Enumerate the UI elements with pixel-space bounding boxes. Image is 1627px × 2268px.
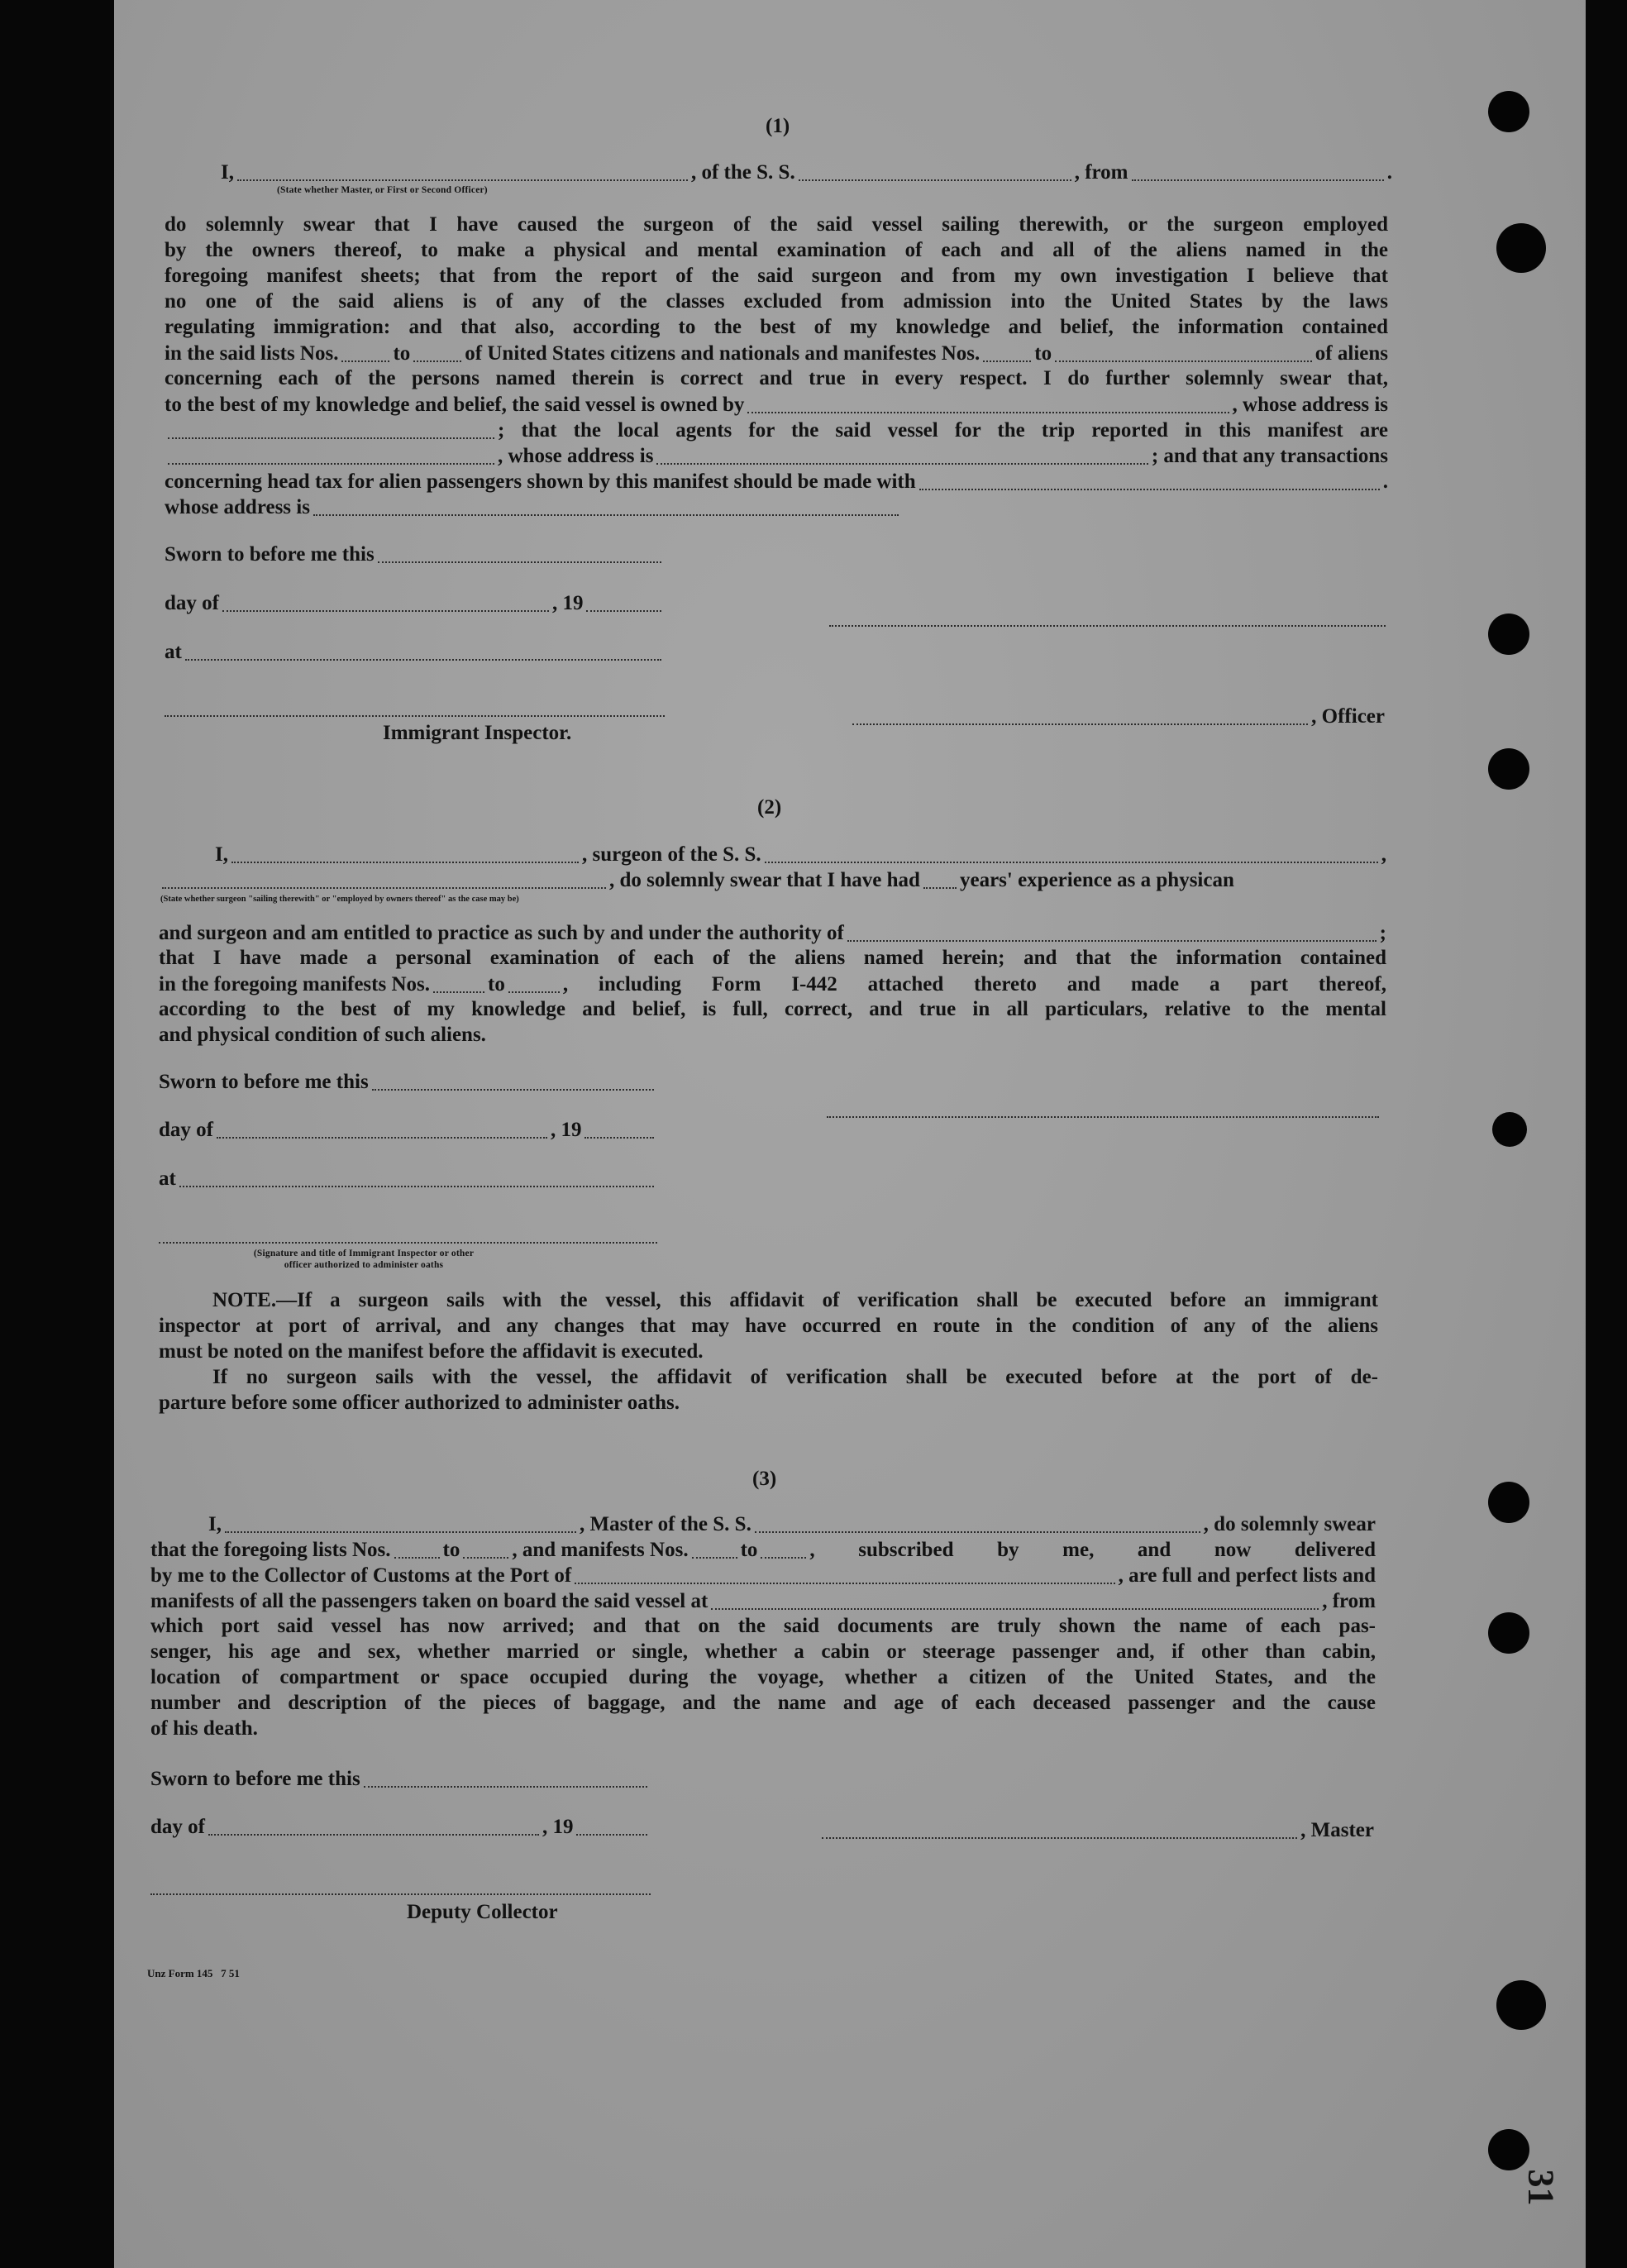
section-3-line-4: manifests of all the passengers taken on board the said vessel at , from bbox=[150, 1590, 1376, 1612]
sworn-place-field[interactable] bbox=[185, 658, 661, 661]
owner-field[interactable] bbox=[747, 411, 1229, 413]
agents-field[interactable] bbox=[168, 462, 494, 465]
section-3-paragraph-line: location of compartment or space occupied during the voyage, whether a citizen of the United States, and the bbox=[150, 1666, 1376, 1688]
section-3-paragraph-line: senger, his age and sex, whether married or single, whether a cabin or steerage passenger and, if other than cabin, bbox=[150, 1640, 1376, 1663]
section-2-dayof-line: day of , 19 bbox=[159, 1119, 657, 1142]
form-number: Unz Form 145 7 51 bbox=[147, 1967, 240, 1979]
punch-hole bbox=[1488, 2129, 1529, 2170]
master-lists-to-field[interactable] bbox=[463, 1556, 508, 1559]
section-1-paragraph-line: regulating immigration: and that also, according to the best of my knowledge and belief, the information contained bbox=[165, 316, 1388, 338]
vessel-name-field[interactable] bbox=[799, 179, 1071, 181]
section-1-paragraph-line: no one of the said aliens is of any of the classes excluded from admission into the United States by the laws bbox=[165, 290, 1388, 313]
officer-signature-line[interactable] bbox=[829, 625, 1386, 627]
section-2-at-line: at bbox=[159, 1167, 657, 1191]
punch-hole bbox=[1488, 614, 1529, 655]
section-1-owner-line: to the best of my knowledge and belief, the said vessel is owned by , whose address is bbox=[165, 394, 1388, 416]
surgeon-sworn-place-field[interactable] bbox=[179, 1185, 654, 1187]
surgeon-name-field[interactable] bbox=[231, 861, 579, 863]
master-name-field[interactable] bbox=[225, 1530, 576, 1533]
surgeon-signature-line[interactable] bbox=[827, 1116, 1379, 1118]
master-sworn-year-field[interactable] bbox=[576, 1833, 647, 1836]
section-1-paragraph-line: by the owners thereof, to make a physical and mental examination of each and all of the aliens named in the bbox=[165, 239, 1388, 261]
note-line: must be noted on the manifest before the affidavit is executed. bbox=[159, 1340, 704, 1363]
punch-hole bbox=[1496, 223, 1546, 273]
section-2-paragraph-line: according to the best of my knowledge and belief, is full, correct, and true in all particulars, relative to the mental bbox=[159, 998, 1386, 1020]
section-1-dayof-line: day of , 19 bbox=[165, 592, 665, 615]
section-3-dayof-line: day of , 19 bbox=[150, 1816, 651, 1839]
section-3-heading: (3) bbox=[752, 1468, 777, 1490]
master-sworn-day-field[interactable] bbox=[364, 1785, 647, 1788]
section-1-address-line: whose address is bbox=[165, 496, 902, 519]
punch-hole bbox=[1492, 1112, 1527, 1147]
section-1-heading: (1) bbox=[766, 115, 790, 137]
section-2-line-1: I, , surgeon of the S. S. , bbox=[215, 843, 1386, 866]
section-1-agents-line: ; that the local agents for the said vessel for the trip reported in this manifest are bbox=[165, 419, 1388, 442]
section-3-master-line: , Master bbox=[818, 1819, 1374, 1842]
surgeon-sworn-day-field[interactable] bbox=[372, 1088, 654, 1091]
surgeon-sworn-month-field[interactable] bbox=[217, 1136, 547, 1139]
lists-to-field[interactable] bbox=[413, 360, 461, 362]
surgeon-manifests-to-field[interactable] bbox=[508, 991, 560, 993]
note-line: If no surgeon sails with the vessel, the affidavit of verification shall be executed before at the port of de- bbox=[212, 1366, 1378, 1388]
section-3-line-1: I, , Master of the S. S. , do solemnly swear bbox=[208, 1513, 1376, 1535]
lists-from-field[interactable] bbox=[341, 360, 389, 362]
section-2-authority-line: and surgeon and am entitled to practice as such by and under the authority of ; bbox=[159, 922, 1386, 944]
note-line: NOTE.—If a surgeon sails with the vessel, this affidavit of verification shall be executed before an immigrant bbox=[212, 1289, 1378, 1311]
section-2-sworn-line: Sworn to before me this bbox=[159, 1071, 657, 1094]
section-3-paragraph-line: number and description of the pieces of baggage, and the name and age of each deceased passenger and the cause bbox=[150, 1692, 1376, 1714]
section-2-manifests-line: in the foregoing manifests Nos. to , including Form I-442 attached thereto and made a part thereof, bbox=[159, 973, 1386, 996]
manifests-from-field[interactable] bbox=[983, 360, 1031, 362]
authority-field[interactable] bbox=[847, 939, 1377, 942]
surgeon-manifests-from-field[interactable] bbox=[433, 991, 484, 993]
headtax-contact-field[interactable] bbox=[919, 488, 1380, 490]
immigrant-inspector-label: Immigrant Inspector. bbox=[383, 722, 572, 744]
inspector-signature-line[interactable] bbox=[165, 715, 665, 717]
surgeon-status-field[interactable] bbox=[162, 886, 606, 889]
headtax-address-field[interactable] bbox=[313, 513, 899, 516]
section-1-paragraph-line: concerning each of the persons named therein is correct and true in every respect. I do further solemnly swear that, bbox=[165, 367, 1388, 389]
manifests-to-field[interactable] bbox=[1055, 360, 1312, 362]
section-2-paragraph-line: that I have made a personal examination of each of the aliens named herein; and that the information contained bbox=[159, 947, 1386, 969]
note-line: parture before some officer authorized to administer oaths. bbox=[159, 1392, 680, 1414]
port-of-customs-field[interactable] bbox=[575, 1582, 1115, 1584]
section-1-officer-line: , Officer bbox=[849, 705, 1385, 728]
surgeon-vessel-field[interactable] bbox=[765, 861, 1378, 863]
section-3-line-3: by me to the Collector of Customs at the Port of , are full and perfect lists and bbox=[150, 1564, 1376, 1587]
section-1-sworn-line: Sworn to before me this bbox=[165, 543, 665, 566]
punch-hole bbox=[1496, 1980, 1546, 2030]
inspector-signature-line-2[interactable] bbox=[159, 1242, 657, 1244]
master-sworn-month-field[interactable] bbox=[208, 1833, 539, 1836]
deputy-collector-label: Deputy Collector bbox=[407, 1901, 558, 1923]
section-3-line-2: that the foregoing lists Nos. to , and manifests Nos. to , subscribed by me, and now delivered bbox=[150, 1539, 1376, 1561]
section-2-heading: (2) bbox=[757, 796, 782, 819]
section-1-lists-line: in the said lists Nos. to of United States citizens and nationals and manifestes Nos. to of aliens bbox=[165, 342, 1388, 365]
boarding-port-field[interactable] bbox=[711, 1607, 1319, 1610]
surgeon-sworn-year-field[interactable] bbox=[584, 1136, 654, 1139]
deputy-signature-line[interactable] bbox=[150, 1893, 651, 1895]
section-2-paragraph-line: and physical condition of such aliens. bbox=[159, 1024, 486, 1046]
master-vessel-field[interactable] bbox=[755, 1530, 1200, 1533]
section-1-officer-note: (State whether Master, or First or Second Officer) bbox=[277, 185, 488, 195]
section-1-paragraph-line: foregoing manifest sheets; that from the report of the said surgeon and from my own investigation I believe that bbox=[165, 265, 1388, 287]
master-manifests-from-field[interactable] bbox=[692, 1556, 737, 1559]
master-signature-field[interactable] bbox=[822, 1836, 1297, 1839]
section-3-paragraph-line: of his death. bbox=[150, 1717, 258, 1740]
punch-hole bbox=[1488, 748, 1529, 790]
section-1-line-1: I, , of the S. S. , from . bbox=[221, 161, 1392, 184]
section-2-line-2: , do solemnly swear that I have had years' experience as a physican bbox=[159, 869, 1386, 892]
sworn-month-field[interactable] bbox=[222, 609, 549, 612]
sworn-year-field[interactable] bbox=[586, 609, 661, 612]
punch-hole bbox=[1488, 1612, 1529, 1654]
master-lists-from-field[interactable] bbox=[394, 1556, 440, 1559]
section-1-paragraph-line: do solemnly swear that I have caused the surgeon of the said vessel sailing therewith, or the surgeon employed bbox=[165, 213, 1388, 236]
section-3-paragraph-line: which port said vessel has now arrived; and that on the said documents are truly shown the name of each pas- bbox=[150, 1615, 1376, 1637]
section-1-agent-address-line: , whose address is ; and that any transactions bbox=[165, 445, 1388, 468]
agents-address-field[interactable] bbox=[656, 462, 1147, 465]
section-3-sworn-line: Sworn to before me this bbox=[150, 1768, 651, 1791]
page-number: 31 bbox=[1520, 2169, 1562, 2206]
note-line: inspector at port of arrival, and any changes that may have occurred en route in the condition of any of the aliens bbox=[159, 1315, 1378, 1337]
punch-hole bbox=[1488, 91, 1529, 132]
officer-signature-field[interactable] bbox=[852, 723, 1308, 725]
punch-hole bbox=[1488, 1482, 1529, 1523]
sworn-day-field[interactable] bbox=[378, 561, 661, 563]
from-port-field[interactable] bbox=[1132, 179, 1384, 181]
years-experience-field[interactable] bbox=[923, 886, 957, 889]
signature-note: (Signature and title of Immigrant Inspector or other officer authorized to administer oaths bbox=[253, 1249, 475, 1270]
officer-name-field[interactable] bbox=[237, 179, 688, 181]
owner-address-field[interactable] bbox=[168, 437, 494, 439]
section-2-surgeon-note: (State whether surgeon "sailing therewith" or "employed by owners thereof" as the case may be) bbox=[160, 895, 519, 904]
section-1-headtax-line: concerning head tax for alien passengers shown by this manifest should be made with . bbox=[165, 470, 1388, 493]
section-1-at-line: at bbox=[165, 641, 665, 664]
master-manifests-to-field[interactable] bbox=[761, 1556, 806, 1559]
